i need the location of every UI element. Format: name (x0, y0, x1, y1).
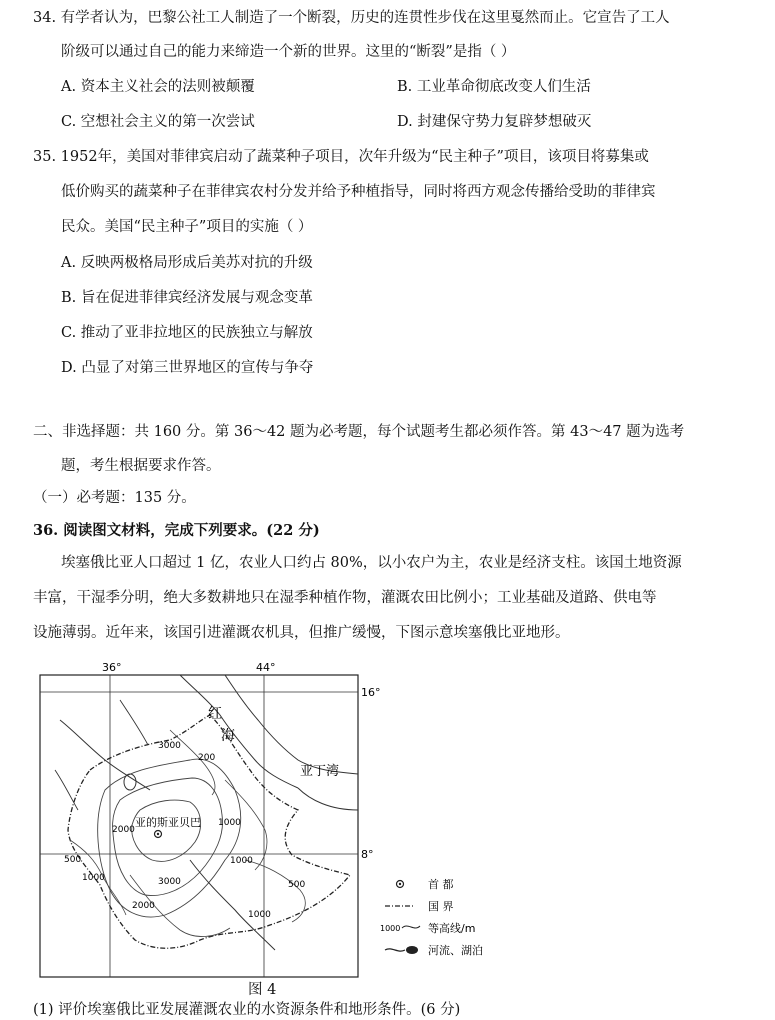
q35-stem-line3: 民众。美国“民主种子”项目的实施（ ） (61, 219, 313, 235)
lake-tana (124, 774, 136, 790)
contour-label-8: 1000 (82, 873, 105, 883)
label-red-sea-2: 海 (221, 728, 235, 744)
river-north (120, 700, 148, 745)
q36-sub1: (1) 评价埃塞俄比亚发展灌溉农业的水资源条件和地形条件。(6 分) (33, 1002, 461, 1018)
section2-line2: 题，考生根据要求作答。 (61, 458, 221, 474)
legend-border-label: 国 界 (428, 900, 454, 913)
label-lon-36: 36° (102, 661, 122, 674)
section2-line1: 二、非选择题：共 160 分。第 36～42 题为必考题，每个试题考生都必须作答。第 43～47 题为选考 (33, 424, 685, 440)
contour-label-5: 1000 (230, 856, 253, 866)
river-blue-nile (60, 720, 150, 790)
label-lat-16: 16° (361, 686, 381, 699)
contour-label-4: 2000 (112, 825, 135, 835)
q34-stem-line1: 34. 有学者认为，巴黎公社工人制造了一个断裂，历史的连贯性步伐在这里戛然而止。它宣告了工人 (33, 10, 670, 26)
ethiopia-terrain-map (30, 660, 500, 1000)
q34-option-d: D. 封建保守势力复辟梦想破灭 (397, 114, 592, 130)
q34-stem-line2: 阶级可以通过自己的能力来缔造一个新的世界。这里的“断裂”是指（ ） (61, 44, 516, 60)
figure-caption: 图 4 (248, 982, 277, 998)
contour-label-10: 500 (288, 880, 306, 890)
q34-option-c: C. 空想社会主义的第一次尝试 (61, 114, 255, 130)
q35-option-d: D. 凸显了对第三世界地区的宣传与争夺 (61, 360, 314, 376)
legend-river-label: 河流、湖泊 (428, 944, 483, 957)
legend-capital-label: 首 都 (428, 878, 454, 891)
q36-para-line2: 丰富，干湿季分明，绝大多数耕地只在湿季种植作物，灌溉农田比例小；工业基础及道路、供电等 (33, 590, 657, 606)
contour-label-2: 200 (198, 753, 216, 763)
map-legend (380, 877, 483, 957)
contour-label-11: 1000 (248, 910, 271, 920)
contour-label-3: 1000 (218, 818, 241, 828)
section2-sub: （一）必考题：135 分。 (33, 490, 196, 506)
label-gulf-of-aden: 亚丁湾 (300, 764, 340, 779)
legend-contour-sample: 1000 (380, 924, 401, 933)
legend-lake-symbol (406, 946, 418, 954)
q36-title: 36. 阅读图文材料，完成下列要求。(22 分) (33, 522, 320, 539)
legend-contour-label: 等高线/m (428, 922, 476, 935)
q35-stem-line1: 35. 1952年，美国对菲律宾启动了蔬菜种子项目，次年升级为“民主种子”项目，该项目将募集或 (33, 149, 649, 165)
capital-marker-dot (157, 833, 159, 835)
arabia-coast (225, 675, 358, 774)
river-west (55, 770, 78, 810)
contour-label-6: 3000 (158, 877, 181, 887)
q35-stem-line2: 低价购买的蔬菜种子在菲律宾农村分发并给予种植指导，同时将西方观念传播给受助的菲律宾 (61, 184, 656, 200)
legend-capital-dot (399, 883, 401, 885)
contour-label-7: 500 (64, 855, 82, 865)
q36-para-line1: 埃塞俄比亚人口超过 1 亿，农业人口约占 80%，以小农户为主，农业是经济支柱。该国土地资源 (61, 555, 682, 571)
contour-3000 (132, 800, 201, 861)
q35-option-b: B. 旨在促进菲律宾经济发展与观念变革 (61, 290, 313, 306)
label-lon-44: 44° (256, 661, 276, 674)
label-lat-8: 8° (361, 848, 374, 861)
contour-label-9: 2000 (132, 901, 155, 911)
q36-para-line3: 设施薄弱。近年来，该国引进灌溉农机具，但推广缓慢，下图示意埃塞俄比亚地形。 (33, 625, 570, 641)
map-svg (30, 660, 500, 1000)
q35-option-a: A. 反映两极格局形成后美苏对抗的升级 (61, 255, 313, 271)
legend-river-symbol (385, 949, 405, 951)
q35-option-c: C. 推动了亚非拉地区的民族独立与解放 (61, 325, 313, 341)
legend-contour-symbol (402, 926, 420, 928)
q34-option-b: B. 工业革命彻底改变人们生活 (397, 79, 591, 95)
q34-option-a: A. 资本主义社会的法则被颠覆 (61, 79, 255, 95)
label-red-sea-1: 红 (208, 706, 222, 722)
contour-label-1: 3000 (158, 741, 181, 751)
gulf-coast (298, 788, 358, 810)
label-capital: 亚的斯亚贝巴 (135, 816, 201, 829)
